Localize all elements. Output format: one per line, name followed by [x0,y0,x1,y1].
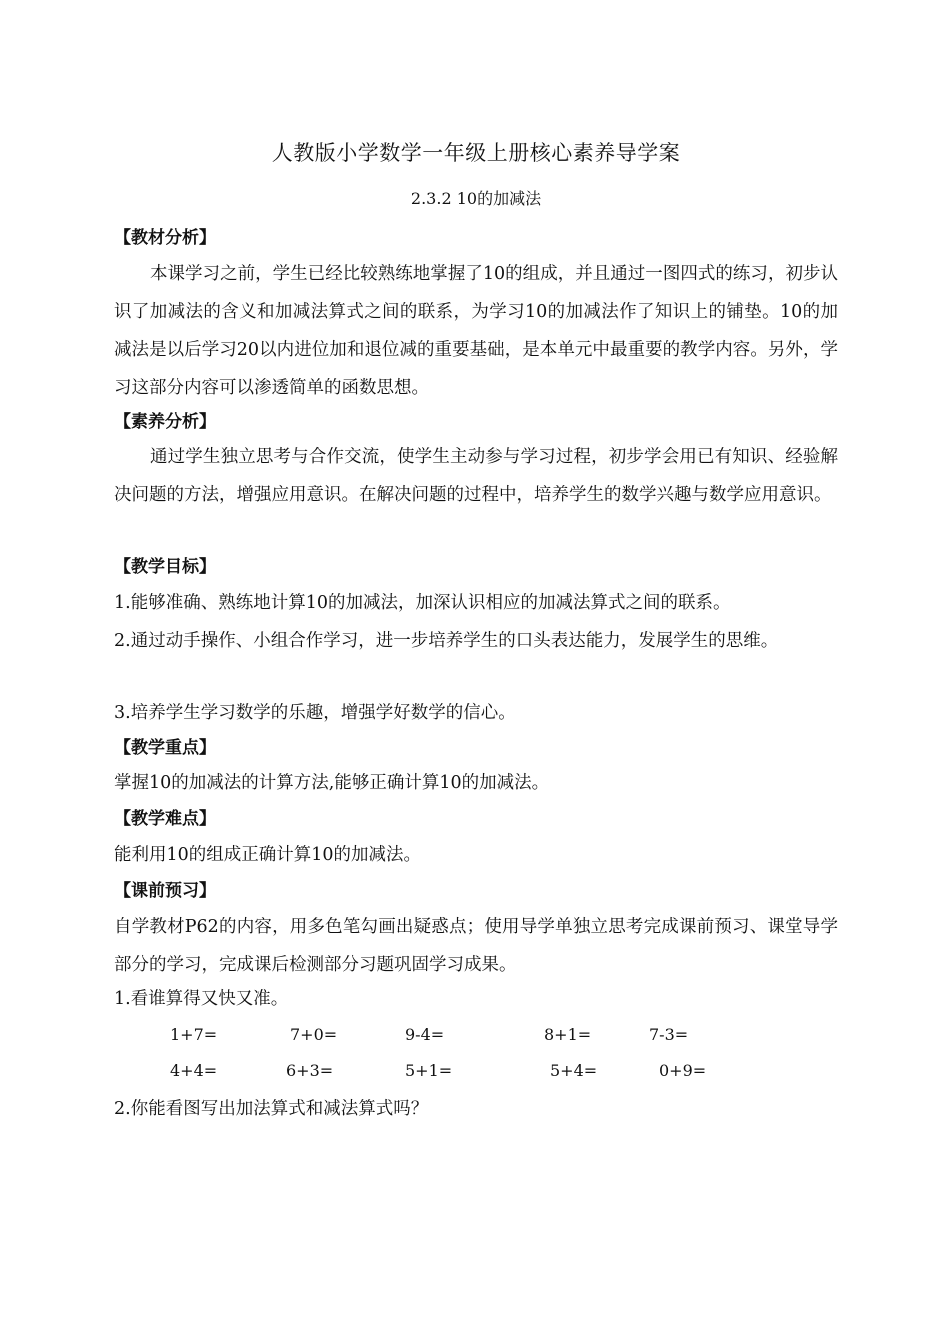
exercise-item: 4+4= [170,1061,218,1080]
heading-teaching-goals: 【教学目标】 [114,557,216,577]
lesson-subtitle: 2.3.2 10的加减法 [410,189,542,208]
preview-question-1: 1.看谁算得又快又准。 [114,989,289,1009]
exercise-item: 1+7= [170,1025,218,1044]
difficulties-body: 能利用10的组成正确计算10的加减法。 [114,845,422,865]
heading-literacy-analysis: 【素养分析】 [114,412,216,432]
key-points-body: 掌握10的加减法的计算方法,能够正确计算10的加减法。 [114,773,550,793]
literacy-analysis-body: 通过学生独立思考与合作交流，使学生主动参与学习过程，初步学会用已有知识、经验解决问题的方法，增强应用意识。在解决问题的过程中，培养学生的数学兴趣与数学应用意识。 [114,447,838,505]
heading-preview: 【课前预习】 [114,881,216,901]
page-title: 人教版小学数学一年级上册核心素养导学案 [271,141,681,165]
exercise-item: 7+0= [290,1025,338,1044]
teaching-goal-item: 1.能够准确、熟练地计算10的加减法，加深认识相应的加减法算式之间的联系。 [114,593,731,613]
heading-difficulties: 【教学难点】 [114,809,216,829]
textbook-analysis-body: 本课学习之前，学生已经比较熟练地掌握了10的组成，并且通过一图四式的练习，初步认识了加减法的含义和加减法算式之间的联系，为学习10的加减法作了知识上的铺垫。10的加减法是以后学习20以内进位加和退位减的重要基础，是本单元中最重要的教学内容。另外，学习这部分内容可以渗透简单的函数思想。 [114,264,838,398]
exercise-item: 5+4= [550,1061,598,1080]
preview-question-2: 2.你能看图写出加法算式和减法算式吗？ [114,1099,429,1119]
exercise-row [114,1016,838,1054]
heading-textbook-analysis: 【教材分析】 [114,228,216,248]
exercise-item: 9-4= [405,1025,445,1044]
exercise-item: 0+9= [659,1061,707,1080]
exercise-item: 5+1= [405,1061,453,1080]
exercise-item: 7-3= [649,1025,689,1044]
exercise-item: 8+1= [544,1025,592,1044]
exercise-item: 6+3= [286,1061,334,1080]
preview-body: 自学教材P62的内容，用多色笔勾画出疑惑点；使用导学单独立思考完成课前预习、课堂导学部分的学习，完成课后检测部分习题巩固学习成果。 [114,917,838,975]
exercise-row [114,1052,838,1090]
heading-key-points: 【教学重点】 [114,738,216,758]
teaching-goal-item: 2.通过动手操作、小组合作学习，进一步培养学生的口头表达能力，发展学生的思维。 [114,631,779,651]
teaching-goal-item: 3.培养学生学习数学的乐趣，增强学好数学的信心。 [114,703,516,723]
